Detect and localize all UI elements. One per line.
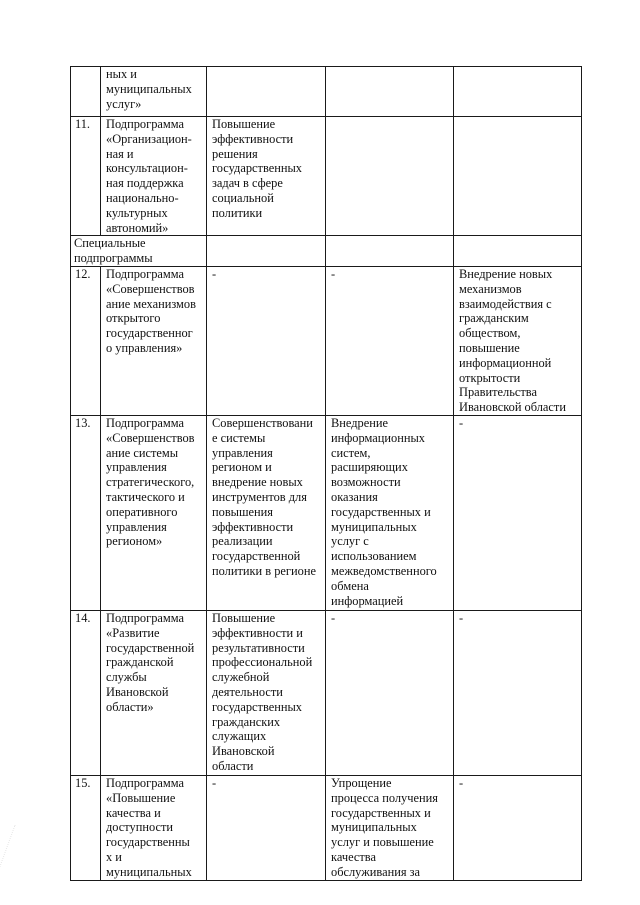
cell-col5 [454,67,582,117]
section-label: Специальные подпрограммы [71,236,207,267]
cell-col5: - [454,610,582,775]
row-number: 12. [71,266,101,415]
subprogram-name: Подпрограмма «Совершенствов ание системы управления стратегического, тактического и оперативного управления регионом» [101,415,207,610]
subprogram-name: Подпрограмма «Развитие государственной гражданской службы Ивановской области» [101,610,207,775]
row-number: 13. [71,415,101,610]
cell-col4: - [326,610,454,775]
subprogram-name: Подпрограмма «Совершенствов ание механизмов открытого государственног о управления» [101,266,207,415]
cell-col4: - [326,266,454,415]
cell-col4: Внедрение информационных систем, расширяющих возможности оказания государственных и муниципальных услуг с использованием межведомственного обмена информацией [326,415,454,610]
cell-col5 [454,117,582,236]
cell-col3: Повышение эффективности решения государственных задач в сфере социальной политики [207,117,326,236]
cell-col4: Упрощение процесса получения государственных и муниципальных услуг и повышение качества обслуживания за [326,775,454,880]
cell-col3 [207,236,326,267]
table-row [71,775,582,880]
subprogram-name: ных и муниципальных услуг» [101,67,207,117]
cell-col5: - [454,775,582,880]
scan-fold-artifact [0,825,76,905]
cell-col5: - [454,415,582,610]
cell-col3: Повышение эффективности и результативности профессиональной служебной деятельности государственных гражданских служащих Ивановской области [207,610,326,775]
cell-col3: Совершенствовани е системы управления регионом и внедрение новых инструментов для повышения эффективности реализации государственной политики в регионе [207,415,326,610]
subprogram-name: Подпрограмма «Повышение качества и доступности государственны х и муниципальных [101,775,207,880]
subprogram-name: Подпрограмма «Организацион- ная и консультацион- ная поддержка национально- культурных автономий» [101,117,207,236]
row-number: 14. [71,610,101,775]
row-number: 11. [71,117,101,236]
cell-col3 [207,67,326,117]
row-number [71,67,101,117]
cell-col5: Внедрение новых механизмов взаимодействия с гражданским обществом, повышение информационной открытости Правительства Ивановской области [454,266,582,415]
table-row [71,67,582,117]
cell-col5 [454,236,582,267]
cell-col4 [326,236,454,267]
table-row [71,117,582,236]
cell-col4 [326,117,454,236]
table-row [71,266,582,415]
cell-col3: - [207,775,326,880]
section-row [71,236,582,267]
program-table [70,66,582,881]
table-row [71,610,582,775]
cell-col3: - [207,266,326,415]
row-number: 15. [71,775,101,880]
table-row [71,415,582,610]
cell-col4 [326,67,454,117]
